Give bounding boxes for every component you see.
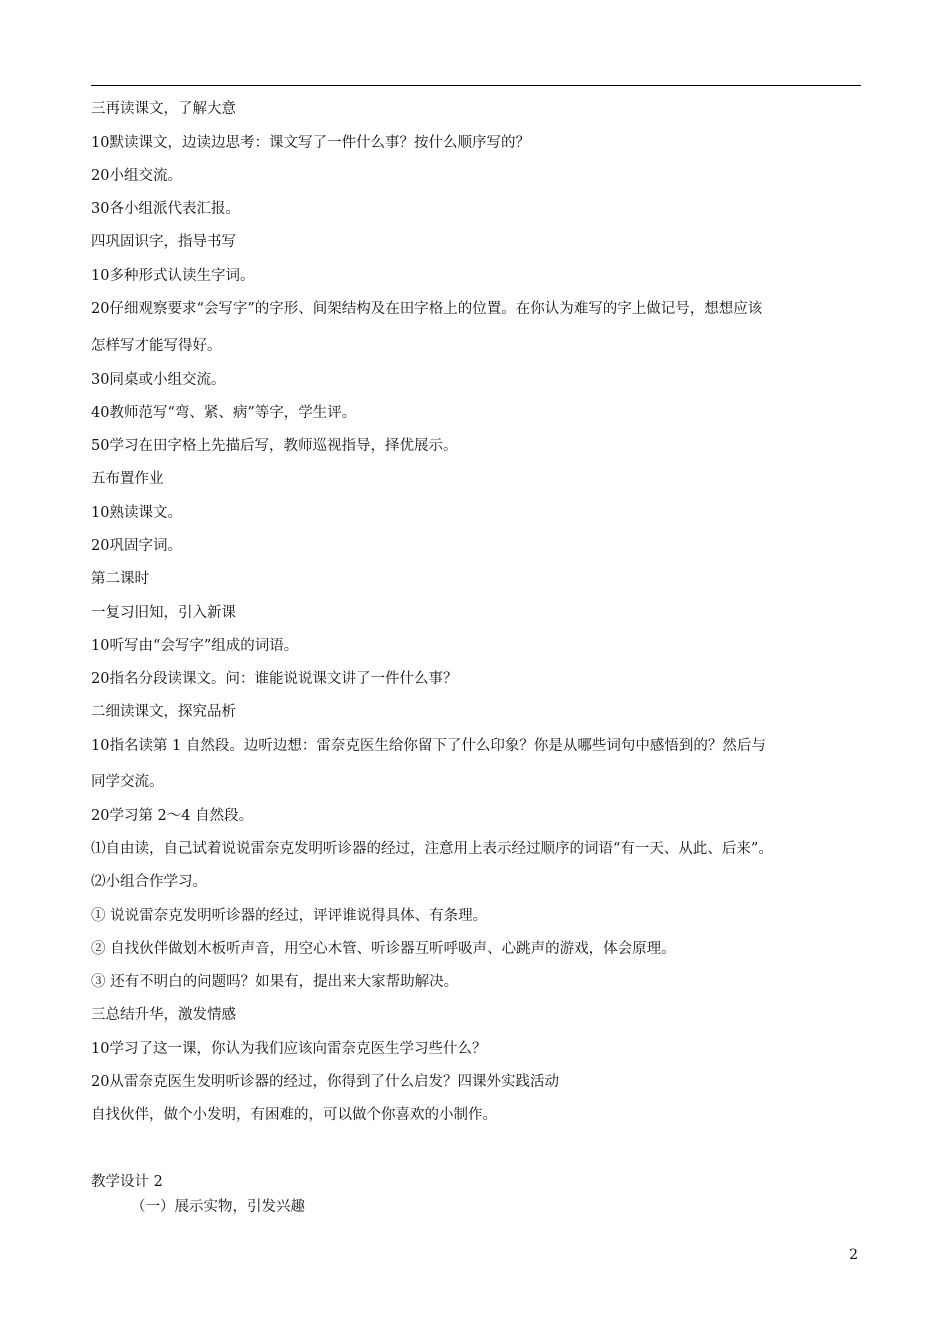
text-line: 30各小组派代表汇报。	[91, 201, 240, 217]
section-heading: 教学设计 2	[91, 1174, 163, 1190]
text-line: 三总结升华，激发情感	[91, 1007, 236, 1023]
text-line: ⑵小组合作学习。	[91, 874, 207, 890]
text-line: 20学习第 2～4 自然段。	[91, 808, 254, 824]
text-line: 10熟读课文。	[91, 505, 182, 521]
text-line: ③ 还有不明白的问题吗？如果有，提出来大家帮助解决。	[91, 974, 459, 990]
text-line: （一）展示实物，引发兴趣	[131, 1199, 305, 1215]
text-line: 50学习在田字格上先描后写，教师巡视指导，择优展示。	[91, 438, 458, 454]
text-line: 40教师范写“弯、紧、病”等字，学生评。	[91, 405, 357, 421]
text-line: 10默读课文，边读边思考：课文写了一件什么事？按什么顺序写的？	[91, 135, 530, 151]
text-line: 10指名读第 1 自然段。边听边想：雷奈克医生给你留下了什么印象？你是从哪些词句中感悟到的？然后与	[91, 738, 766, 754]
text-line: 10学习了这一课，你认为我们应该向雷奈克医生学习些什么？	[91, 1041, 487, 1057]
text-line: 自找伙伴，做个小发明，有困难的，可以做个你喜欢的小制作。	[91, 1107, 497, 1123]
text-line: ② 自找伙伴做划木板听声音，用空心木管、听诊器互听呼吸声、心跳声的游戏，体会原理。	[91, 941, 676, 957]
text-line: 第二课时	[91, 571, 149, 587]
text-line: 四巩固识字，指导书写	[91, 234, 236, 250]
text-line: 一复习旧知，引入新课	[91, 605, 236, 621]
text-line: ① 说说雷奈克发明听诊器的经过，评评谁说得具体、有条理。	[91, 908, 488, 924]
text-line: 20仔细观察要求“会写字”的字形、间架结构及在田字格上的位置。在你认为难写的字上做记号，想想应该	[91, 301, 763, 317]
text-line: 五布置作业	[91, 471, 164, 487]
text-line: 20从雷奈克医生发明听诊器的经过，你得到了什么启发？四课外实践活动	[91, 1074, 559, 1090]
text-line: 10听写由“会写字”组成的词语。	[91, 638, 299, 654]
text-line: 三再读课文，了解大意	[91, 101, 236, 117]
text-line: 20小组交流。	[91, 168, 182, 184]
text-line: 30同桌或小组交流。	[91, 372, 226, 388]
text-line: 同学交流。	[91, 774, 164, 790]
text-line: 20巩固字词。	[91, 538, 182, 554]
text-line: 20指名分段读课文。问：谁能说说课文讲了一件什么事？	[91, 671, 458, 687]
text-line: ⑴自由读，自己试着说说雷奈克发明听诊器的经过，注意用上表示经过顺序的词语“有一天、从此、后来”。	[91, 841, 773, 857]
page-number: 2	[849, 1247, 858, 1263]
text-line: 怎样写才能写得好。	[91, 338, 222, 354]
text-line: 二细读课文，探究品析	[91, 704, 236, 720]
text-line: 10多种形式认读生字词。	[91, 268, 255, 284]
header-rule	[91, 85, 861, 86]
